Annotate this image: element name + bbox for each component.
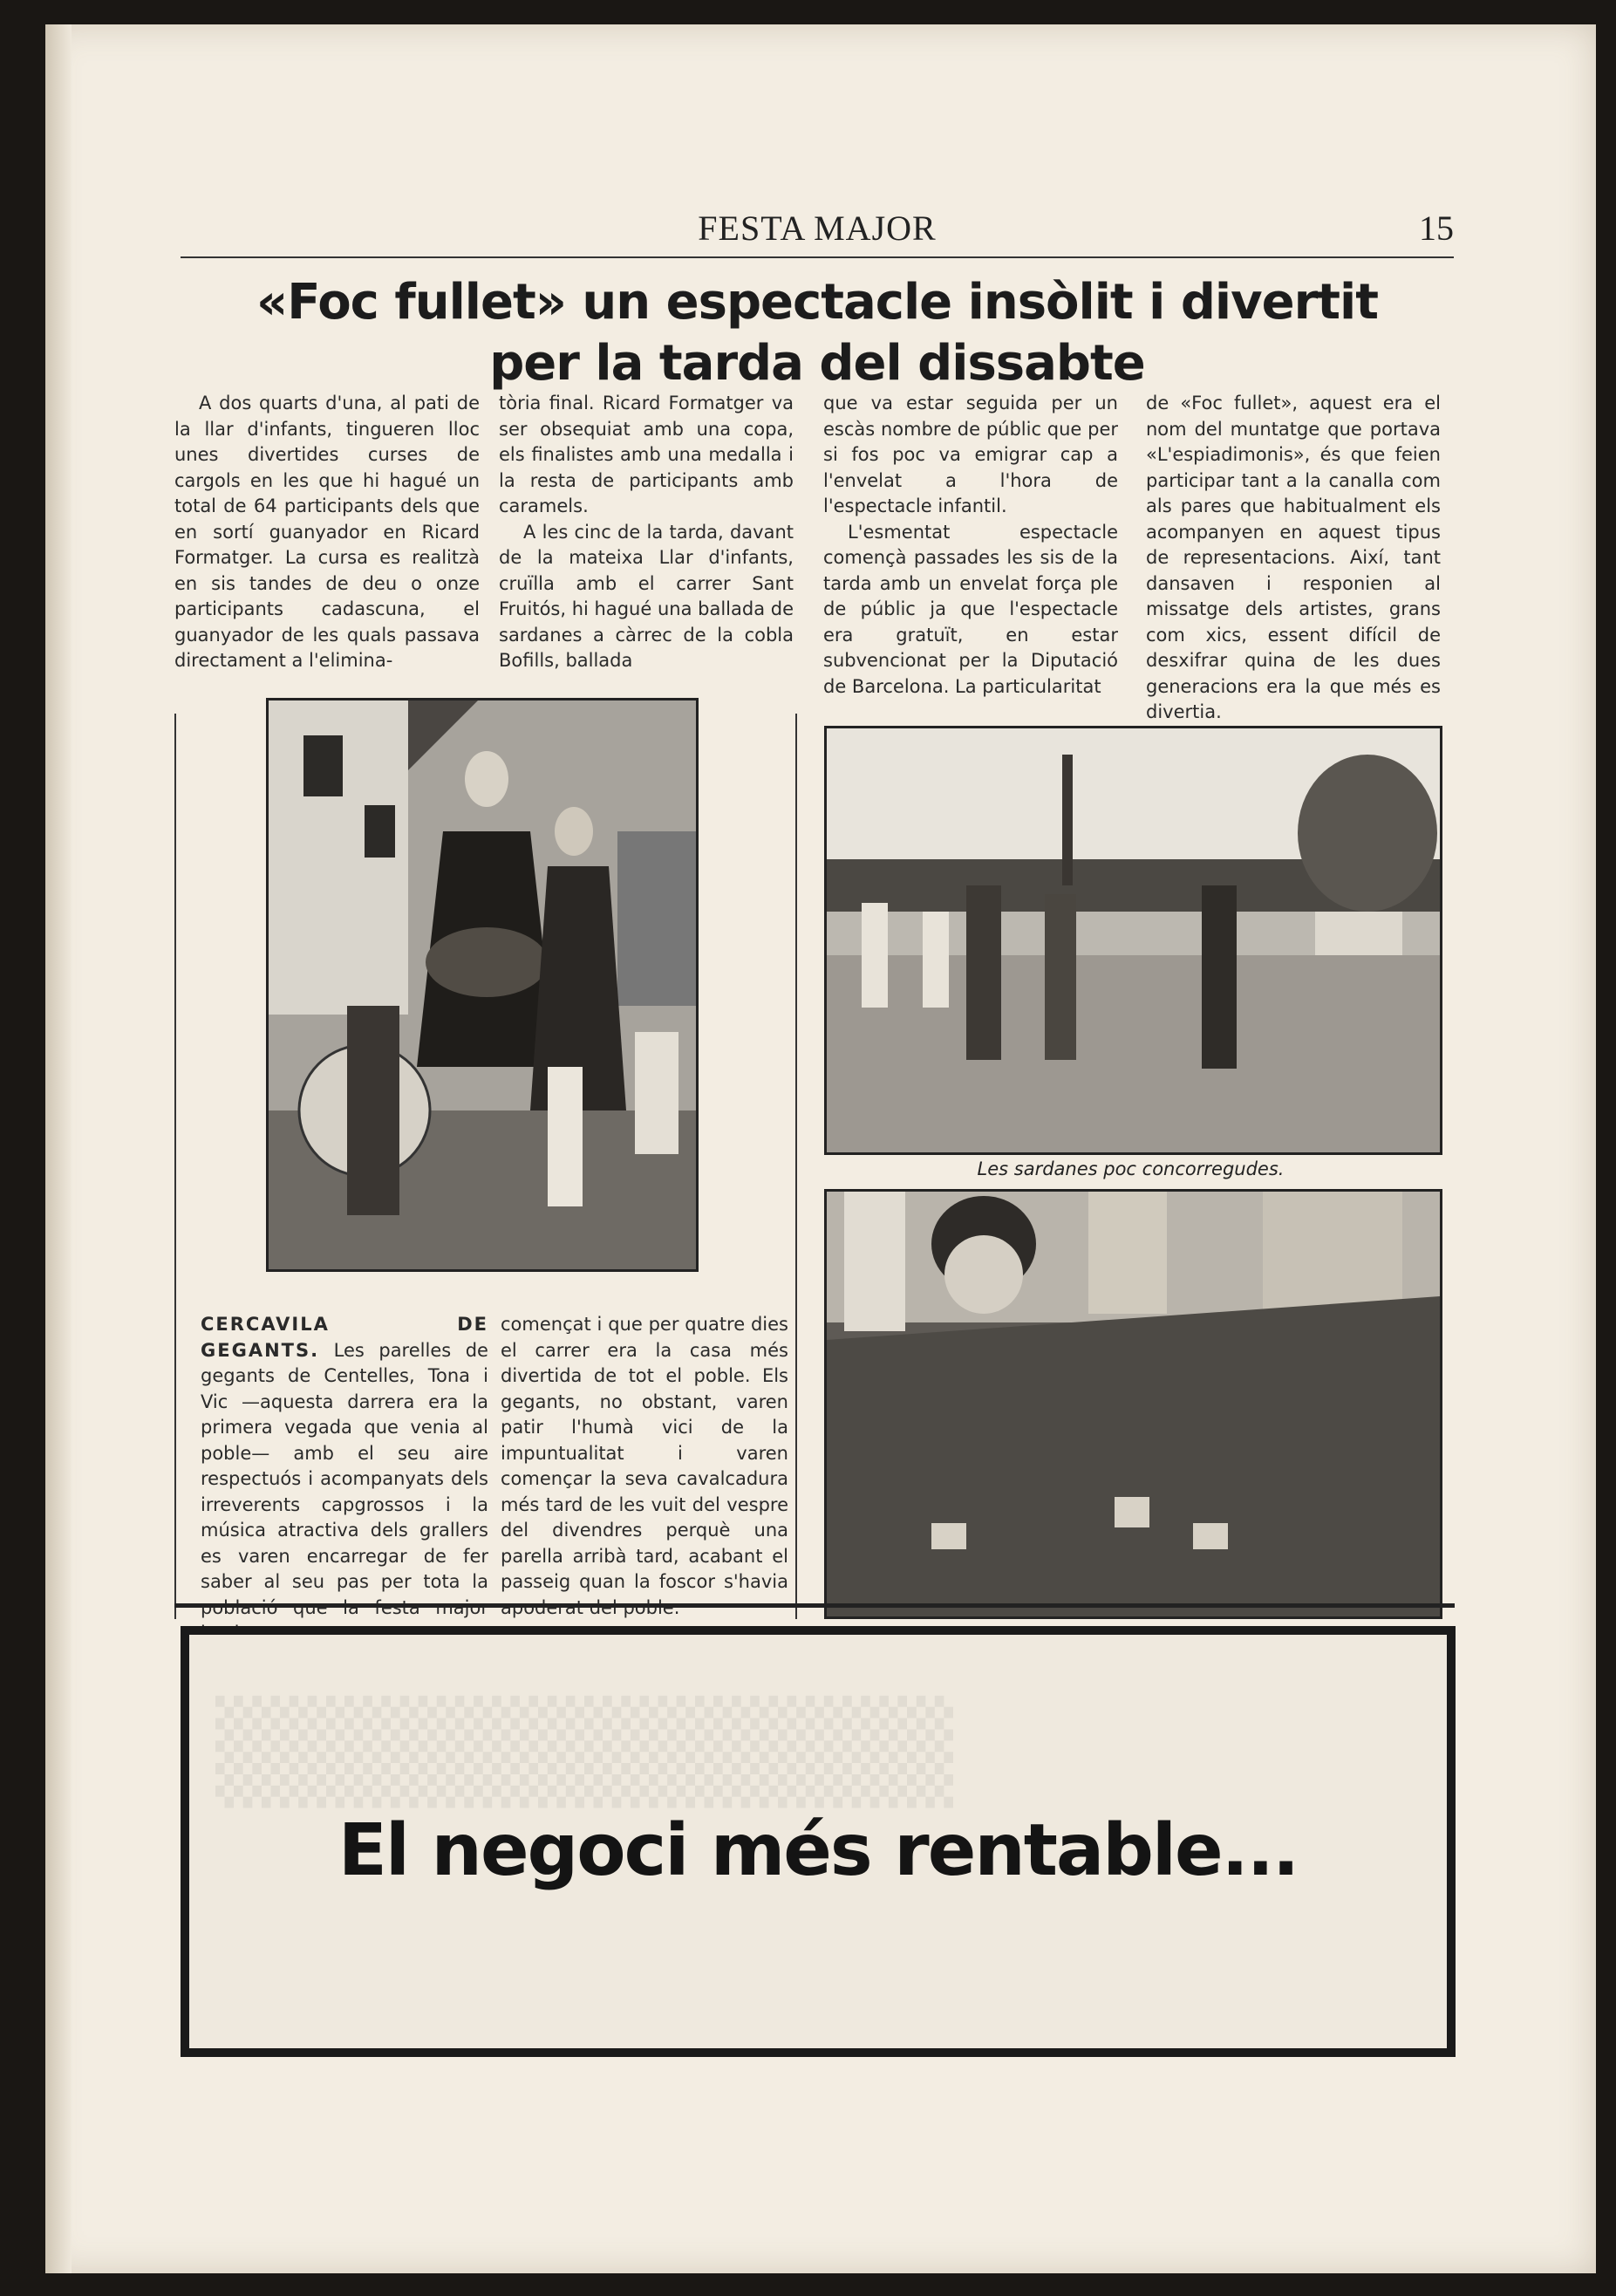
page-number: 15 [1419,208,1454,248]
headline-line-1: «Foc fullet» un espectacle insòlit i divertit [256,274,1378,331]
children-game-photo-image [827,1192,1440,1616]
column-3-paragraph-2: L'esmentat espectacle començà passades les sis de la tarda amb un envelat força ple de públic ja que l'espectacle era gratuït, en estar subvencionat per la Diputació de Barcelona. La particularitat [823,521,1118,697]
giants-lead: CERCAVILA DE GEGANTS. [201,1314,488,1361]
page-fold [45,24,72,2273]
column-4-text: de «Foc fullet», aquest era el nom del muntatge que portava «L'espiadimonis», és que feien participar tant a la canalla com als pares que habitualment els acompanyen en aquest tipus de representacions. Així, tant dansaven i responien al missatge dels artistes, grans com xics, essent difícil de desxifrar quina de les dues generacions era la que més es divertia. [1146,393,1441,722]
left-column-rule [174,714,176,1619]
headline-line-2: per la tarda del dissabte [489,335,1145,392]
middle-column-rule [795,714,797,1619]
giants-photo [266,698,699,1272]
column-1-text: A dos quarts d'una, al pati de la llar d'infants, tingueren lloc unes divertides curses de cargols en les que hi hagué un total de 64 participants dels que en sortí guanyador en Ricard Formatger. La cursa es realitzà en sis tandes de deu o onze participants cadascuna, el guanyador de les quals passava directament a l'elimina- [174,393,480,671]
sardanes-photo [824,726,1442,1155]
column-2-paragraph-1: tòria final. Ricard Formatger va ser obsequiat amb una copa, els finalistes amb una medalla i la resta de participants amb caramels. [499,393,794,516]
giants-text-column-1 [201,1312,488,1647]
sardanes-caption: Les sardanes poc concorregudes. [977,1158,1285,1179]
article-column-3 [823,391,1118,700]
column-2-paragraph-2: A les cinc de la tarda, davant de la mateixa Llar d'infants, cruïlla amb el carrer Sant Fruitós, hi hagué una ballada de sardanes a càrrec de la cobla Bofills, ballada [499,521,794,671]
page-header [181,188,1454,258]
giants-text-2: començat i que per quatre dies el carrer era la casa més divertida de tot el poble. Els gegants, no obstant, varen patir l'humà vici de la impuntualitat i varen començar la seva cavalcadura més tard de les vuit del vespre del divendres perquè una parella arribà tard, acabant el passeig quan la foscor s'havia [501,1314,788,1592]
newspaper-page [45,24,1596,2273]
section-title: FESTA MAJOR [698,208,937,248]
article-headline [181,272,1454,394]
giants-photo-image [269,700,696,1269]
giants-paragraph-1 [201,1312,488,1647]
sardanes-photo-image [827,728,1440,1152]
article-column-4 [1146,391,1441,726]
article-column-2 [499,391,794,674]
giants-text-column-2 [501,1312,788,1621]
section-rule [174,1603,1455,1608]
column-3-paragraph-1: que va estar seguida per un escàs nombre de públic que per si fos poc va emigrar cap a l'envelat a l'hora de l'espectacle infantil. [823,393,1118,516]
children-game-photo [824,1189,1442,1619]
giants-text-1: Les parelles de gegants de Centelles, Tona i Vic —aquesta darrera era la primera vegada que venia al poble— amb el seu aire respectuós i acompanyats dels irreverents capgrossos i la música atractiva dels grallers es varen encarregar de fer saber al seu pas per tota la [201,1339,488,1592]
ad-background-texture: ▒▒▒▒▒▒▒▒▒▒ [215,1696,953,1807]
advertisement-box [181,1626,1456,2057]
ad-slogan: El negoci més rentable... [338,1809,1299,1892]
article-column-1 [174,391,480,674]
